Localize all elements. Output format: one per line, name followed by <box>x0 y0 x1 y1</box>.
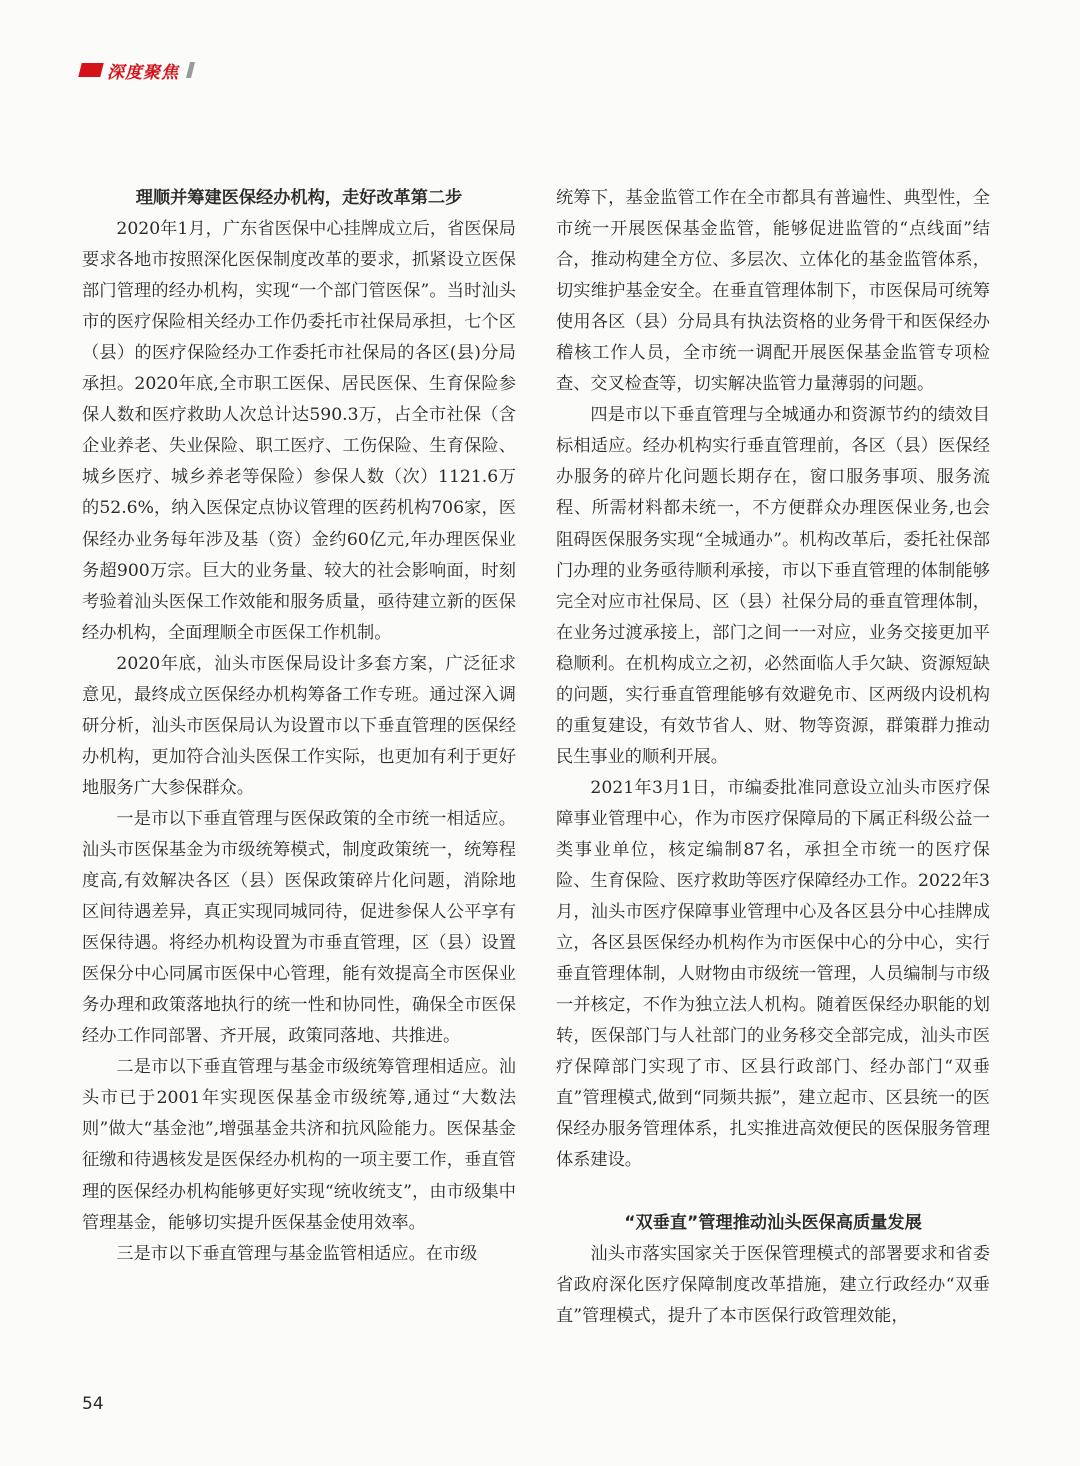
paragraph: 二是市以下垂直管理与基金市级统筹管理相适应。汕头市已于2001年实现医保基金市级统筹,通过“大数法则”做大“基金池”,增强基金共济和抗风险能力。医保基金征缴和待遇核发是医保经办机构的一项主要工作，垂直管理的医保经办机构能够更好实现“统收统支”，由市级集中管理基金，能够切实提升医保基金使用效率。 <box>82 1057 516 1233</box>
section-tag <box>80 58 193 82</box>
section-tag-bar <box>186 62 195 78</box>
paragraph: 2020年1月，广东省医保中心挂牌成立后，省医保局要求各地市按照深化医保制度改革的要求，抓紧设立医保部门管理的经办机构，实现“一个部门管医保”。当时汕头市的医疗保险相关经办工作仍委托市社保局承担，七个区（县）的医疗保险经办工作委托市社保局的各区(县)分局承担。2020年底,全市职工医保、居民医保、生育保险参保人数和医疗救助人次总计达590.3万，占全市社保（含企业养老、失业保险、职工医疗、工伤保险、生育保险、城乡医疗、城乡养老等保险）参保人数（次）1121.6万的52.6%，纳入医保定点协议管理的医药机构706家，医保经办业务每年涉及基（资）金约60亿元,年办理医保业务超900万宗。巨大的业务量、较大的社会影响面，时刻考验着汕头医保工作效能和服务质量，亟待建立新的医保经办机构，全面理顺全市医保工作机制。 <box>82 219 516 643</box>
paragraph: 四是市以下垂直管理与全城通办和资源节约的绩效目标相适应。经办机构实行垂直管理前，各区（县）医保经办服务的碎片化问题长期存在，窗口服务事项、服务流程、所需材料都未统一，不方便群众办理医保业务,也会阻碍医保服务实现“全城通办”。机构改革后，委托社保部门办理的业务亟待顺利承接，市以下垂直管理的体制能够完全对应市社保局、区（县）社保分局的垂直管理体制，在业务过渡承接上，部门之间一一对应，业务交接更加平稳顺利。在机构成立之初，必然面临人手欠缺、资源短缺的问题，实行垂直管理能够有效避免市、区两级内设机构的重复建设，有效节省人、财、物等资源，群策群力推动民生事业的顺利开展。 <box>556 405 990 767</box>
paragraph: 2021年3月1日，市编委批准同意设立汕头市医疗保障事业管理中心，作为市医疗保障局的下属正科级公益一类事业单位，核定编制87名，承担全市统一的医疗保险、生育保险、医疗救助等医疗保障经办工作。2022年3月，汕头市医疗保障事业管理中心及各区县分中心挂牌成立，各区县医保经办机构作为市医保中心的分中心，实行垂直管理体制，人财物由市级统一管理，人员编制与市级一并核定，不作为独立法人机构。随着医保经办职能的划转，医保部门与人社部门的业务移交全部完成，汕头市医疗保障部门实现了市、区县行政部门、经办部门“双垂直”管理模式,做到“同频共振”，建立起市、区县统一的医保经办服务管理体系，扎实推进高效便民的医保服务管理体系建设。 <box>556 777 990 1171</box>
page-number: 54 <box>82 1394 104 1414</box>
paragraph: 汕头市落实国家关于医保管理模式的部署要求和省委省政府深化医疗保障制度改革措施，建立行政经办“双垂直”管理模式，提升了本市医保行政管理效能， <box>556 1243 990 1326</box>
section-label: 深度聚焦 <box>107 62 179 83</box>
paragraph: 2020年底，汕头市医保局设计多套方案，广泛征求意见，最终成立医保经办机构筹备工作专班。通过深入调研分析，汕头市医保局认为设置市以下垂直管理的医保经办机构，更加符合汕头医保工作实际，也更加有利于更好地服务广大参保群众。 <box>82 653 516 798</box>
paragraph: 一是市以下垂直管理与医保政策的全市统一相适应。汕头市医保基金为市级统筹模式，制度政策统一，统筹程度高,有效解决各区（县）医保政策碎片化问题，消除地区间待遇差异，真正实现同城同待，促进参保人公平享有医保待遇。将经办机构设置为市垂直管理，区（县）设置医保分中心同属市医保中心管理，能有效提高全市医保业务办理和政策落地执行的统一性和协同性，确保全市医保经办工作同部署、齐开展，政策同落地、共推进。 <box>82 808 516 1047</box>
paragraph: 三是市以下垂直管理与基金监管相适应。在市级 <box>116 1243 478 1264</box>
paragraph-continuation: 统筹下，基金监管工作在全市都具有普遍性、典型性，全市统一开展医保基金监管，能够促进监管的“点线面”结合，推动构建全方位、多层次、立体化的基金监管体系，切实维护基金安全。在垂直管理体制下，市医保局可统筹使用各区（县）分局具有执法资格的业务骨干和医保经办稽核工作人员，全市统一调配开展医保基金监管专项检查、交叉检查等，切实解决监管力量薄弱的问题。 <box>556 188 990 395</box>
right-column <box>556 183 990 1332</box>
section-gap <box>556 1177 990 1208</box>
section-tag-block <box>78 63 103 77</box>
section-heading-1: 理顺并筹建医保经办机构，走好改革第二步 <box>135 188 463 208</box>
left-column <box>82 183 516 1270</box>
section-heading-2: “双垂直”管理推动汕头医保高质量发展 <box>624 1212 922 1233</box>
